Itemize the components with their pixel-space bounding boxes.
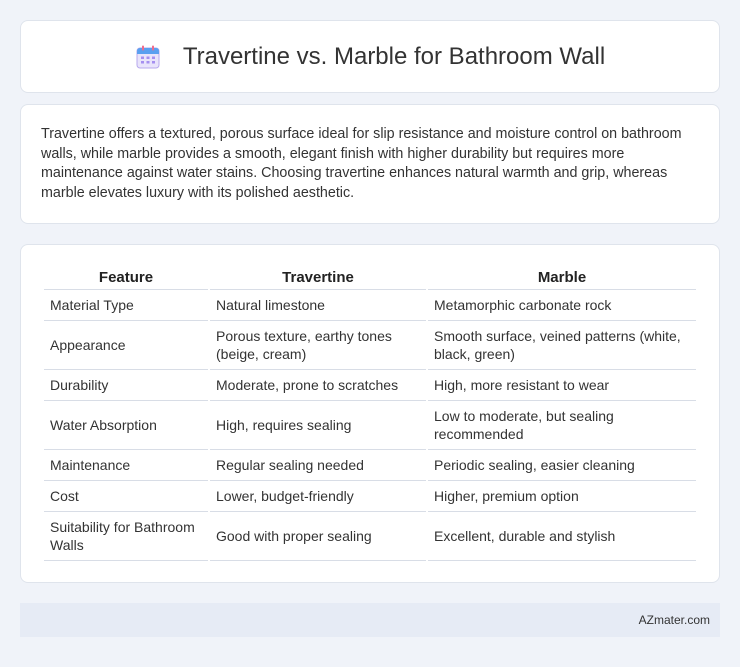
feature-cell: Material Type [44, 290, 208, 321]
header-marble: Marble [428, 265, 696, 290]
table-row [44, 512, 696, 561]
marble-cell: Metamorphic carbonate rock [428, 290, 696, 321]
footer-bar [20, 603, 720, 637]
table-header-row [44, 265, 696, 290]
travertine-cell: Good with proper sealing [210, 512, 426, 561]
feature-cell: Cost [44, 481, 208, 512]
travertine-cell: Natural limestone [210, 290, 426, 321]
header-feature: Feature [44, 265, 208, 290]
footer-site-name: AZmater.com [638, 613, 710, 627]
comparison-table [42, 265, 698, 561]
feature-cell: Suitability for Bathroom Walls [44, 512, 208, 561]
table-row [44, 401, 696, 450]
marble-cell: Smooth surface, veined patterns (white, black, green) [428, 321, 696, 370]
table-row [44, 290, 696, 321]
travertine-cell: High, requires sealing [210, 401, 426, 450]
marble-cell: Higher, premium option [428, 481, 696, 512]
calendar-icon [135, 44, 161, 70]
feature-cell: Maintenance [44, 450, 208, 481]
travertine-cell: Lower, budget-friendly [210, 481, 426, 512]
intro-paragraph: Travertine offers a textured, porous surface ideal for slip resistance and moisture control on bathroom walls, while marble provides a smooth, elegant finish with higher durability but requires more maintenance against water stains. Choosing travertine enhances natural warmth and grip, whereas marble elevates luxury with its polished aesthetic. [41, 126, 682, 201]
title-card [20, 20, 720, 93]
table-row [44, 450, 696, 481]
feature-cell: Durability [44, 370, 208, 401]
table-row [44, 321, 696, 370]
table-row [44, 370, 696, 401]
comparison-table-card [20, 244, 720, 583]
travertine-cell: Moderate, prone to scratches [210, 370, 426, 401]
feature-cell: Appearance [44, 321, 208, 370]
feature-cell: Water Absorption [44, 401, 208, 450]
travertine-cell: Porous texture, earthy tones (beige, cream) [210, 321, 426, 370]
marble-cell: High, more resistant to wear [428, 370, 696, 401]
marble-cell: Periodic sealing, easier cleaning [428, 450, 696, 481]
header-travertine: Travertine [210, 265, 426, 290]
marble-cell: Low to moderate, but sealing recommended [428, 401, 696, 450]
page-title: Travertine vs. Marble for Bathroom Wall [182, 42, 606, 70]
marble-cell: Excellent, durable and stylish [428, 512, 696, 561]
table-row [44, 481, 696, 512]
travertine-cell: Regular sealing needed [210, 450, 426, 481]
intro-card [20, 104, 720, 224]
